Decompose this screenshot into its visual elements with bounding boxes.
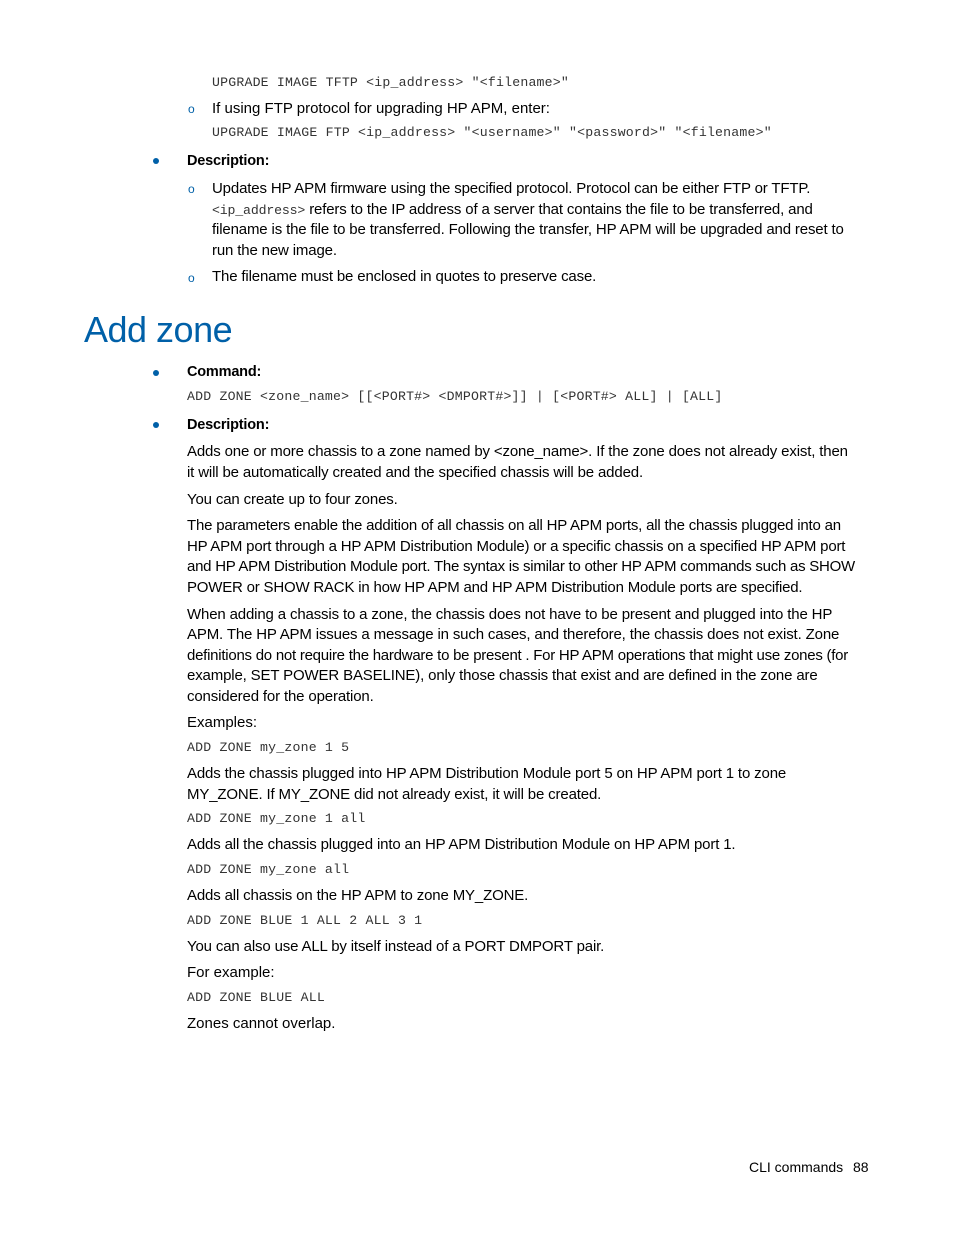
sub-bullet-icon: o [188, 271, 195, 285]
closing-note: Zones cannot overlap. [187, 1015, 336, 1032]
example-description: MY_ZONE. If MY_ZONE did not already exist, it will be created. [187, 786, 602, 803]
bullet-icon [153, 422, 159, 428]
section-heading: Add zone [84, 309, 233, 350]
description-label: Description: [187, 153, 270, 169]
desc-item2: The filename must be enclosed in quotes to preserve case. [212, 268, 597, 285]
example-description: Adds all chassis on the HP APM to zone MY_ZONE. [187, 887, 529, 904]
tftp-command: UPGRADE IMAGE TFTP <ip_address> "<filename>" [212, 75, 570, 90]
paragraph-line: HP APM port through a HP APM Distribution Module) or a specific chassis on a specified HP APM port [187, 538, 846, 555]
paragraph-line: and HP APM Distribution Module port. The syntax is similar to other HP APM commands such as SHOW [187, 558, 855, 575]
paragraph-line: The parameters enable the addition of all chassis on all HP APM ports, all the chassis plugged into an [187, 517, 841, 534]
desc-item1-line2 [212, 200, 813, 222]
paragraph-line: POWER or SHOW RACK in how HP APM and HP APM Distribution Module ports are specified. [187, 579, 803, 596]
desc-item1-line4: run the new image. [212, 242, 337, 259]
description-label: Description: [187, 417, 270, 433]
sub-bullet-icon: o [188, 102, 195, 116]
sub-bullet-icon: o [188, 182, 195, 196]
examples-label: Examples: [187, 714, 258, 731]
ftp-instruction: If using FTP protocol for upgrading HP APM, enter: [212, 100, 550, 117]
example-code: ADD ZONE my_zone all [187, 862, 350, 877]
paragraph-line: definitions do not require the hardware to be present . For HP APM operations that might use zones (for [187, 647, 849, 664]
bullet-icon [153, 370, 159, 376]
paragraph-line: You can create up to four zones. [187, 491, 398, 508]
paragraph-line: When adding a chassis to a zone, the chassis does not have to be present and plugged into the HP [187, 606, 833, 623]
paragraph-line: considered for the operation. [187, 688, 374, 705]
paragraph-line: example, SET POWER BASELINE), only those chassis that exist and are defined in the zone are [187, 667, 818, 684]
example-code: ADD ZONE BLUE 1 ALL 2 ALL 3 1 [187, 913, 423, 928]
for-example-label: For example: [187, 964, 275, 981]
example-code: ADD ZONE my_zone 1 all [187, 811, 366, 826]
command-syntax: ADD ZONE <zone_name> [[<PORT#> <DMPORT#>]] | [<PORT#> ALL] | [ALL] [187, 389, 723, 404]
example-code: ADD ZONE BLUE ALL [187, 990, 325, 1005]
paragraph-line: APM. The HP APM issues a message in such cases, and therefore, the chassis does not exist. Zone [187, 626, 840, 643]
command-label: Command: [187, 364, 262, 380]
footer-section-name: CLI commands [749, 1159, 844, 1175]
example-description: Adds all the chassis plugged into an HP APM Distribution Module on HP APM port 1. [187, 836, 736, 853]
bullet-icon [153, 158, 159, 164]
example-description: Adds the chassis plugged into HP APM Distribution Module port 5 on HP APM port 1 to zone [187, 765, 787, 782]
example-description: You can also use ALL by itself instead of a PORT DMPORT pair. [187, 938, 605, 955]
desc-item1-line3: filename is the file to be transferred. Following the transfer, HP APM will be upgraded and reset to [212, 221, 844, 238]
inline-code: <ip_address> [212, 203, 306, 218]
ftp-command: UPGRADE IMAGE FTP <ip_address> "<username>" "<password>" "<filename>" [212, 125, 772, 140]
page-number: 88 [853, 1159, 869, 1175]
desc-item1-line2-text: refers to the IP address of a server that contains the file to be transferred, and [305, 201, 813, 218]
paragraph-line: Adds one or more chassis to a zone named by <zone_name>. If the zone does not already exist, then [187, 443, 848, 460]
paragraph-line: it will be automatically created and the specified chassis will be added. [187, 464, 643, 481]
example-code: ADD ZONE my_zone 1 5 [187, 740, 350, 755]
desc-item1-line1: Updates HP APM firmware using the specified protocol. Protocol can be either FTP or TFTP. [212, 180, 811, 197]
